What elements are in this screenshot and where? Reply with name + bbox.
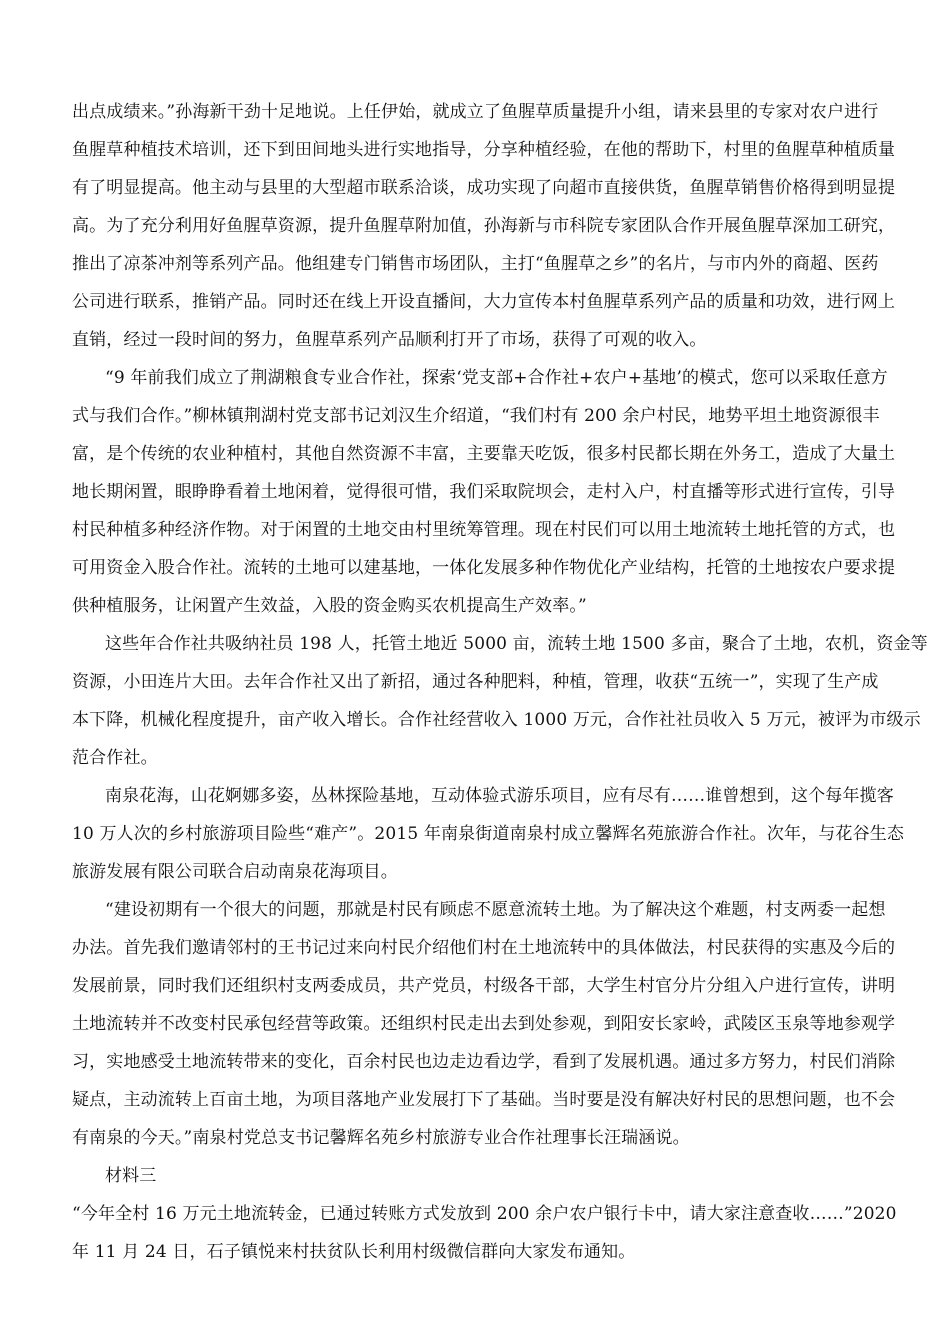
text-line: 富，是个传统的农业种植村，其他自然资源不丰富，主要靠天吃饭，很多村民都长期在外务工，造成了大量土 bbox=[72, 444, 896, 464]
text-line: 有南泉的今天。”南泉村党总支书记馨辉名苑乡村旅游专业合作社理事长汪瑞涵说。 bbox=[72, 1128, 690, 1148]
text-line: 土地流转并不改变村民承包经营等政策。还组织村民走出去到处参观，到阳安长家岭，武陵区玉泉等地参观学 bbox=[72, 1014, 896, 1034]
paragraph-start: “今年全村 16 万元土地流转金，已通过转账方式发放到 200 余户农户银行卡中，请大家注意查收……”2020 bbox=[72, 1204, 897, 1224]
text-line: 旅游发展有限公司联合启动南泉花海项目。 bbox=[72, 862, 398, 882]
text-line: 疑点，主动流转上百亩土地，为项目落地产业发展打下了基础。当时要是没有解决好村民的思想问题，也不会 bbox=[72, 1090, 896, 1110]
text-line: 年 11 月 24 日，石子镇悦来村扶贫队长利用村级微信群向大家发布通知。 bbox=[72, 1242, 636, 1262]
text-line: 习，实地感受土地流转带来的变化，百余村民也边走边看边学，看到了发展机遇。通过多方努力，村民们消除 bbox=[72, 1052, 896, 1072]
paragraph-start: 南泉花海，山花婀娜多姿，丛林探险基地，互动体验式游乐项目，应有尽有……谁曾想到，这个每年揽客 bbox=[105, 786, 894, 806]
text-line: 供种植服务，让闲置产生效益，入股的资金购买农机提高生产效率。” bbox=[72, 596, 587, 616]
text-line: 村民种植多种经济作物。对于闲置的土地交由村里统筹管理。现在村民们可以用土地流转土地托管的方式，也 bbox=[72, 520, 896, 540]
text-line: 公司进行联系，推销产品。同时还在线上开设直播间，大力宣传本村鱼腥草系列产品的质量和功效，进行网上 bbox=[72, 292, 896, 312]
text-line: 地长期闲置，眼睁睁看着土地闲着，觉得很可惜，我们采取院坝会，走村入户，村直播等形式进行宣传，引导 bbox=[72, 482, 896, 502]
text-line: 有了明显提高。他主动与县里的大型超市联系洽谈，成功实现了向超市直接供货，鱼腥草销售价格得到明显提 bbox=[72, 178, 896, 198]
text-line: 高。为了充分利用好鱼腥草资源，提升鱼腥草附加值，孙海新与市科院专家团队合作开展鱼腥草深加工研究， bbox=[72, 216, 896, 236]
text-line: 可用资金入股合作社。流转的土地可以建基地，一体化发展多种作物优化产业结构，托管的土地按农户要求提 bbox=[72, 558, 896, 578]
section-heading: 材料三 bbox=[105, 1166, 157, 1186]
text-line: 资源，小田连片大田。去年合作社又出了新招，通过各种肥料，种植，管理，收获“五统一”，实现了生产成 bbox=[72, 672, 879, 692]
text-line: 式与我们合作。”柳林镇荆湖村党支部书记刘汉生介绍道，“我们村有 200 余户村民，地势平坦土地资源很丰 bbox=[72, 406, 880, 426]
text-line: 10 万人次的乡村旅游项目险些“难产”。2015 年南泉街道南泉村成立馨辉名苑旅游合作社。次年，与花谷生态 bbox=[72, 824, 905, 844]
text-line: 推出了凉茶冲剂等系列产品。他组建专门销售市场团队，主打“鱼腥草之乡”的名片，与市内外的商超、医药 bbox=[72, 254, 879, 274]
text-line: 出点成绩来。”孙海新干劲十足地说。上任伊始，就成立了鱼腥草质量提升小组，请来县里的专家对农户进行 bbox=[72, 102, 879, 122]
text-line: 直销，经过一段时间的努力，鱼腥草系列产品顺利打开了市场，获得了可观的收入。 bbox=[72, 330, 707, 350]
paragraph-start: “建设初期有一个很大的问题，那就是村民有顾虑不愿意流转土地。为了解决这个难题，村支两委一起想 bbox=[105, 900, 886, 920]
text-line: 发展前景，同时我们还组织村支两委成员，共产党员，村级各干部，大学生村官分片分组入户进行宣传，讲明 bbox=[72, 976, 896, 996]
paragraph-start: “9 年前我们成立了荆湖粮食专业合作社，探索‘党支部+合作社+农户+基地’的模式，您可以采取任意方 bbox=[105, 368, 888, 388]
text-line: 鱼腥草种植技术培训，还下到田间地头进行实地指导，分享种植经验，在他的帮助下，村里的鱼腥草种植质量 bbox=[72, 140, 896, 160]
text-line: 办法。首先我们邀请邻村的王书记过来向村民介绍他们村在土地流转中的具体做法，村民获得的实惠及今后的 bbox=[72, 938, 896, 958]
paragraph-start: 这些年合作社共吸纳社员 198 人，托管土地近 5000 亩，流转土地 1500 多亩，聚合了土地，农机，资金等 bbox=[105, 634, 928, 654]
text-line: 本下降，机械化程度提升，亩产收入增长。合作社经营收入 1000 万元，合作社社员收入 5 万元，被评为市级示 bbox=[72, 710, 921, 730]
text-line: 范合作社。 bbox=[72, 748, 158, 768]
